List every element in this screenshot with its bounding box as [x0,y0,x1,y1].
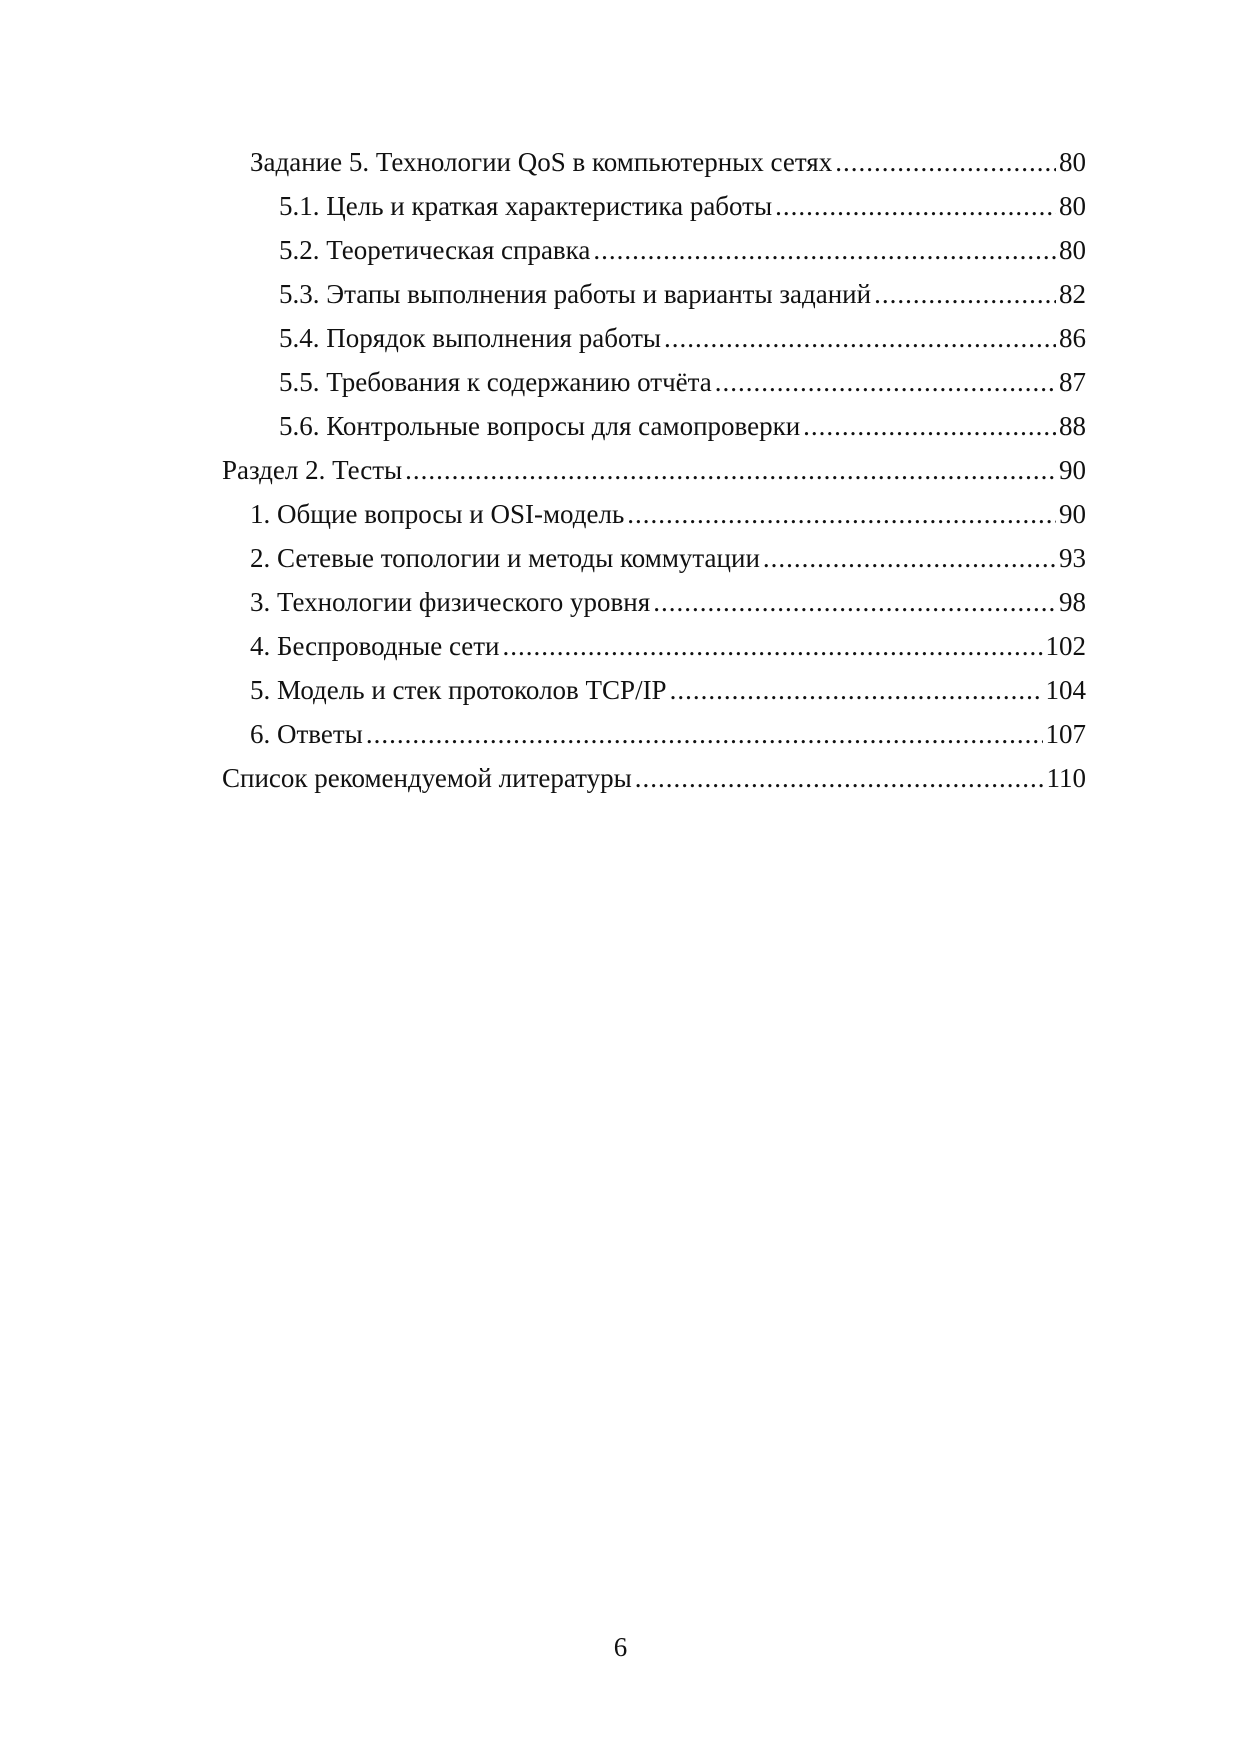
toc-leader-dots [775,184,1056,228]
toc-entry-title: 5. Модель и стек протоколов TCP/IP [250,675,667,705]
toc-entry[interactable] [222,668,1086,712]
toc-entry-title: 4. Беспроводные сети [250,631,500,661]
toc-entry-title: 2. Сетевые топологии и методы коммутации [250,543,760,573]
toc-entry[interactable] [222,316,1086,360]
toc-entry-title: 5.1. Цель и краткая характеристика работы [279,191,773,221]
toc-entry[interactable] [222,756,1086,800]
toc-leader-dots [503,624,1043,668]
toc-entry-title: Задание 5. Технологии QoS в компьютерных сетях [250,147,833,177]
toc-entry[interactable] [222,536,1086,580]
toc-entry-page: 110 [1046,763,1086,793]
toc-entry-page: 88 [1059,411,1086,441]
page-number: 6 [613,1632,628,1662]
toc-leader-dots [715,360,1056,404]
toc-entry[interactable] [222,580,1086,624]
table-of-contents [222,140,1086,800]
toc-entry-title: 3. Технологии физического уровня [250,587,651,617]
toc-leader-dots [366,712,1043,756]
toc-entry-title: 5.4. Порядок выполнения работы [279,323,662,353]
toc-entry-page: 82 [1059,279,1086,309]
toc-entry-page: 90 [1059,499,1086,529]
toc-entry[interactable] [222,624,1086,668]
toc-entry-page: 86 [1059,323,1086,353]
toc-entry[interactable] [222,360,1086,404]
toc-entry-title: Список рекомендуемой литературы [222,763,632,793]
toc-entry-page: 80 [1059,191,1086,221]
toc-entry[interactable] [222,272,1086,316]
toc-entry-title: 5.3. Этапы выполнения работы и варианты заданий [279,279,872,309]
toc-entry-title: 6. Ответы [250,719,363,749]
toc-entry-title: 5.2. Теоретическая справка [279,235,591,265]
toc-entry-title: Раздел 2. Тесты [222,455,403,485]
toc-entry-page: 80 [1059,235,1086,265]
toc-entry-title: 5.6. Контрольные вопросы для самопроверки [279,411,801,441]
toc-leader-dots [874,272,1056,316]
toc-entry[interactable] [222,712,1086,756]
toc-entry-page: 80 [1059,147,1086,177]
toc-entry-page: 102 [1045,631,1086,661]
toc-entry[interactable] [222,404,1086,448]
toc-entry[interactable] [222,184,1086,228]
toc-entry[interactable] [222,140,1086,184]
toc-entry[interactable] [222,228,1086,272]
toc-leader-dots [627,492,1056,536]
toc-leader-dots [664,316,1056,360]
toc-entry-page: 107 [1045,719,1086,749]
toc-leader-dots [653,580,1056,624]
toc-leader-dots [405,448,1056,492]
toc-leader-dots [763,536,1056,580]
toc-entry[interactable] [222,492,1086,536]
toc-leader-dots [803,404,1056,448]
toc-entry-page: 98 [1059,587,1086,617]
toc-entry-title: 1. Общие вопросы и OSI-модель [250,499,625,529]
toc-leader-dots [635,756,1044,800]
toc-leader-dots [670,668,1043,712]
toc-entry[interactable] [222,448,1086,492]
toc-leader-dots [593,228,1056,272]
toc-leader-dots [835,140,1056,184]
toc-entry-title: 5.5. Требования к содержанию отчёта [279,367,712,397]
toc-entry-page: 90 [1059,455,1086,485]
toc-entry-page: 104 [1045,675,1086,705]
toc-entry-page: 87 [1059,367,1086,397]
toc-entry-page: 93 [1059,543,1086,573]
